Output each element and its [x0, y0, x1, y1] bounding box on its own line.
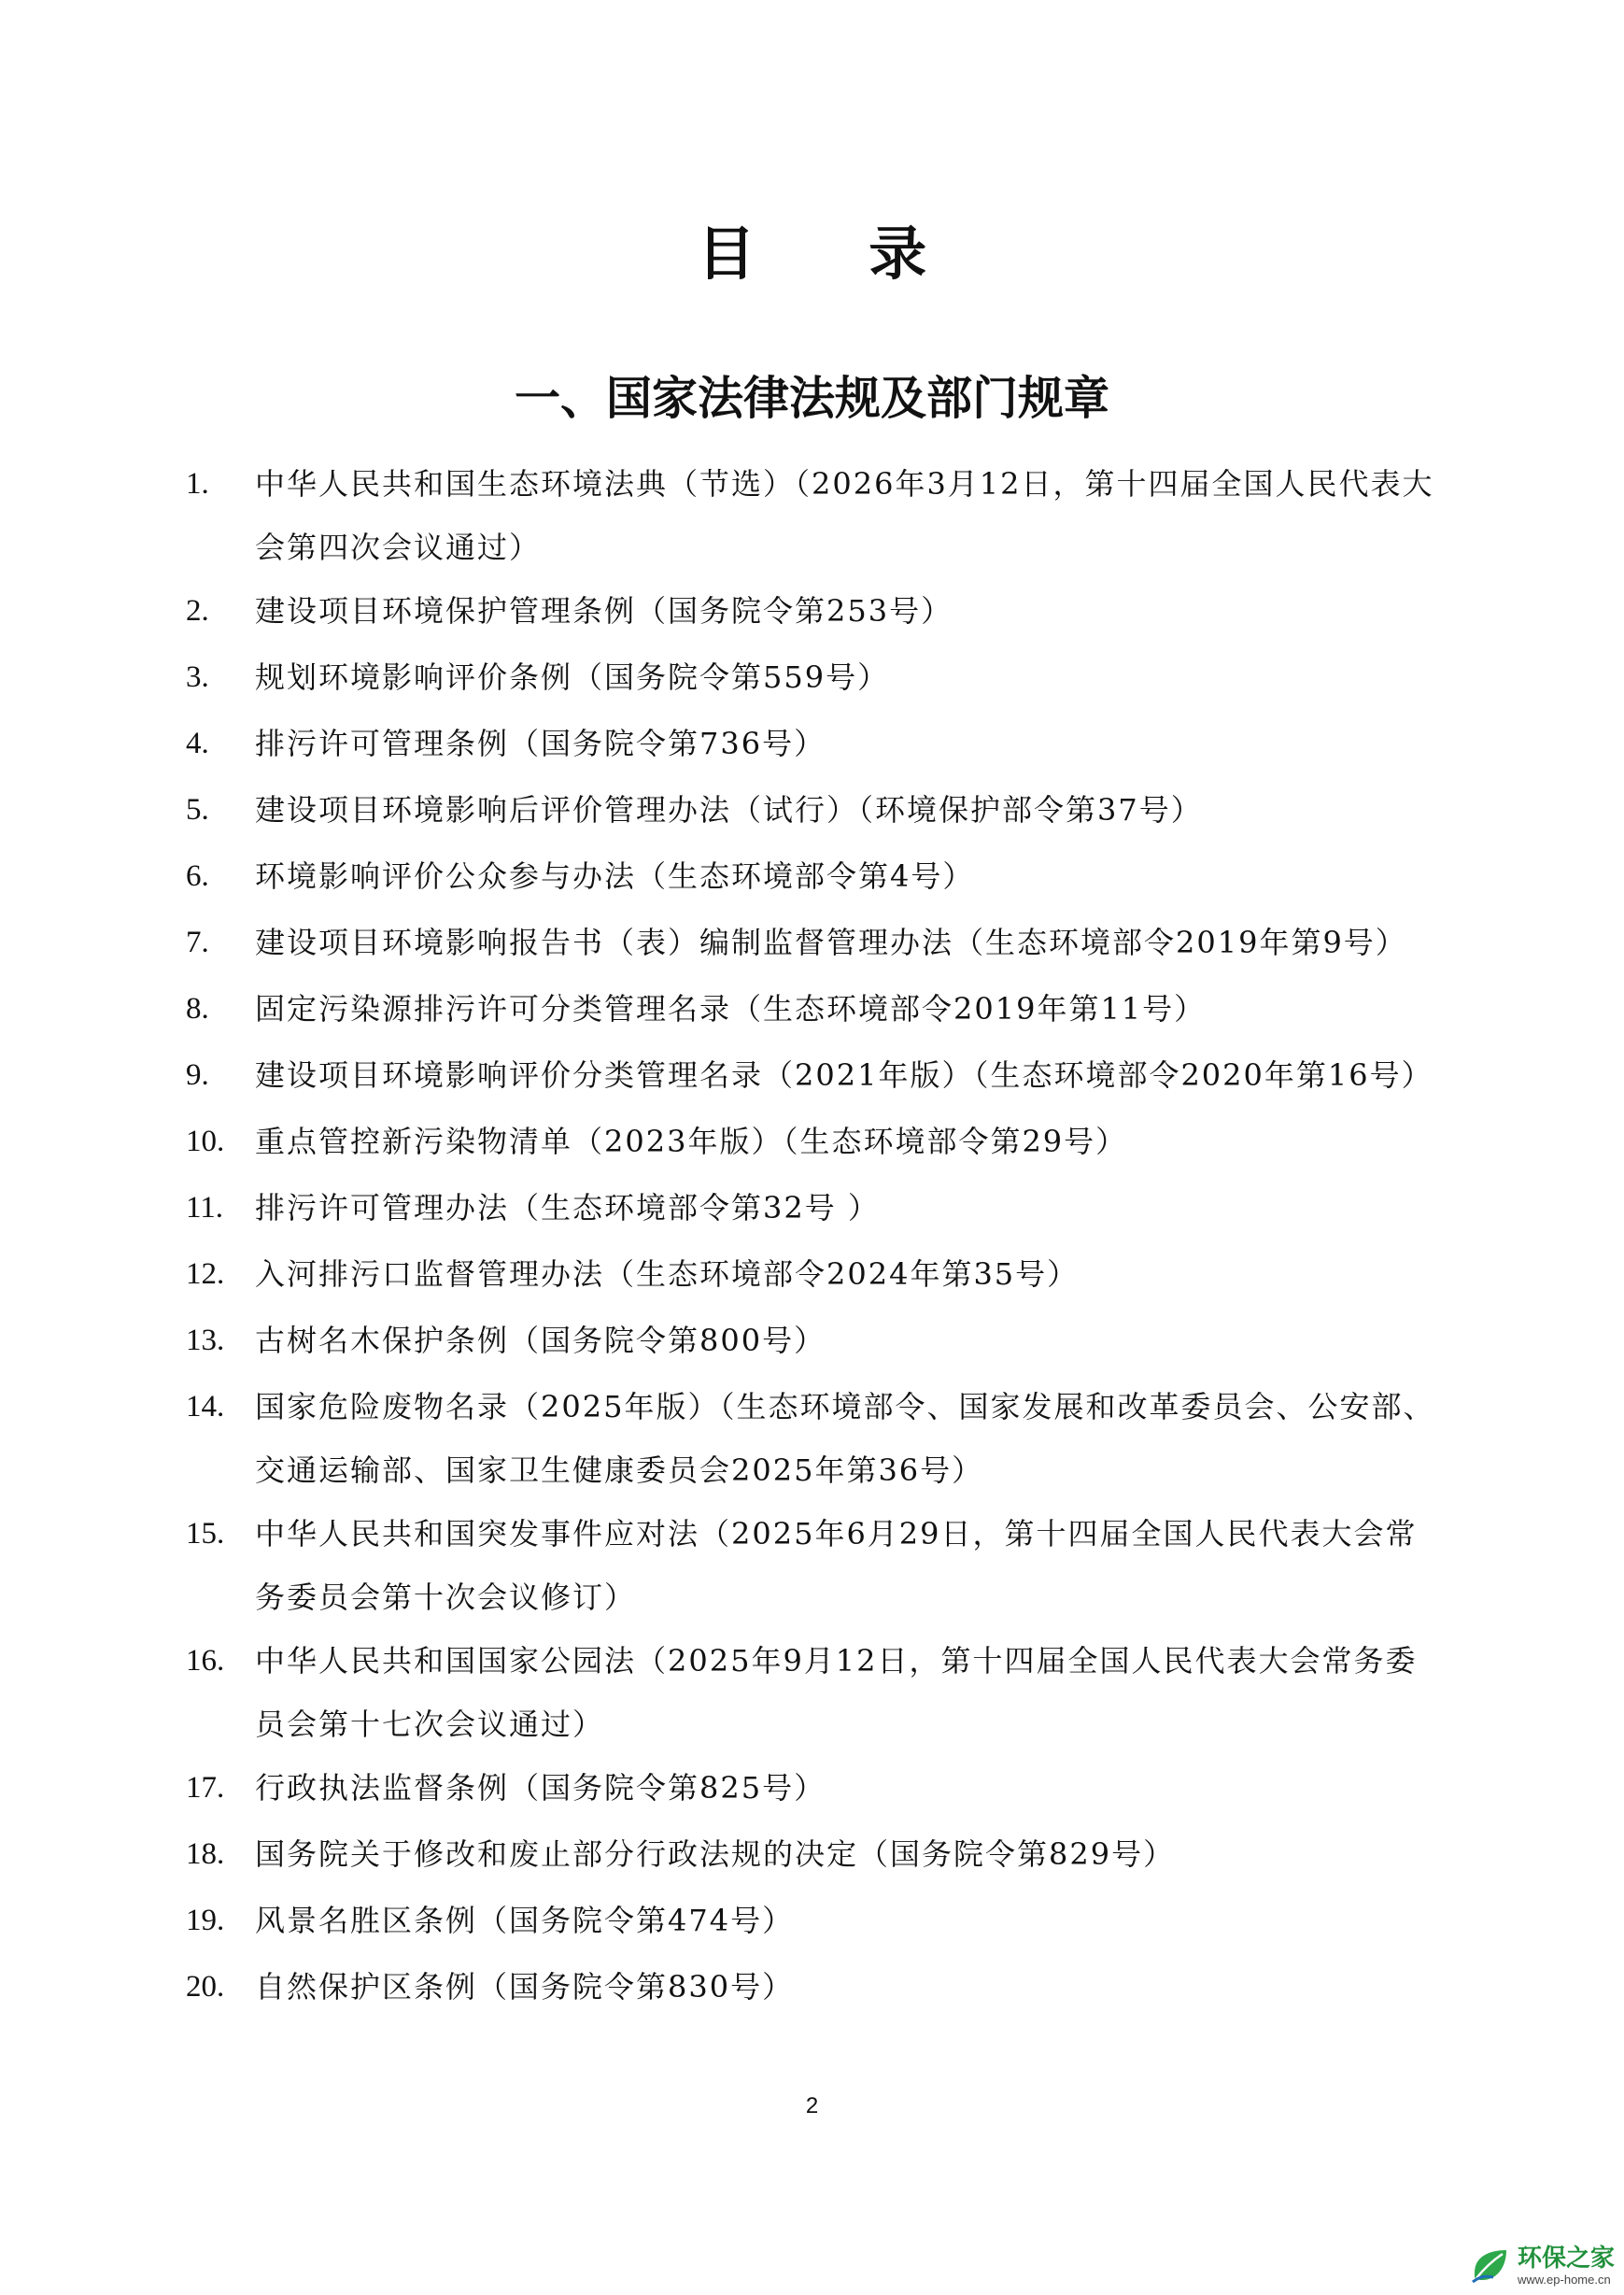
toc-item — [186, 452, 1437, 579]
toc-item-text: 排污许可管理条例（国务院令第736号） — [255, 726, 826, 761]
watermark — [1469, 2245, 1615, 2288]
toc-item-number: 19. — [186, 1904, 225, 1937]
toc-item-text: 入河排污口监督管理办法（生态环境部令2024年第35号） — [255, 1256, 1080, 1292]
watermark-url: www.ep-home.cn — [1517, 2273, 1611, 2287]
toc-item-number: 4. — [186, 727, 209, 760]
toc-item-text: 国家危险废物名录（2025年版）（生态环境部令、国家发展和改革委员会、公安部、交通运输部、国家卫生健康委员会2025年第36号） — [255, 1389, 1435, 1488]
toc-item — [186, 1889, 1437, 1955]
page-number: 2 — [805, 2093, 819, 2118]
toc-item — [186, 844, 1437, 911]
toc-item-text: 建设项目环境影响报告书（表）编制监督管理办法（生态环境部令2019年第9号） — [255, 925, 1407, 960]
toc-item-text: 固定污染源排污许可分类管理名录（生态环境部令2019年第11号） — [255, 991, 1207, 1027]
toc-item — [186, 1309, 1437, 1375]
toc-item-number: 2. — [186, 594, 209, 628]
toc-item-number: 5. — [186, 793, 209, 827]
toc-item — [186, 579, 1437, 645]
toc-item-number: 20. — [186, 1970, 225, 2004]
toc-item-text: 中华人民共和国生态环境法典（节选）（2026年3月12日，第十四届全国人民代表大会第四次会议通过） — [255, 466, 1434, 565]
toc-item-text: 行政执法监督条例（国务院令第825号） — [255, 1770, 826, 1806]
toc-item — [186, 911, 1437, 977]
toc-item-number: 16. — [186, 1644, 225, 1678]
toc-item-text: 国务院关于修改和废止部分行政法规的决定（国务院令第829号） — [255, 1836, 1176, 1872]
toc-item-number: 13. — [186, 1324, 225, 1357]
toc-item-number: 14. — [186, 1390, 225, 1424]
toc-item-number: 10. — [186, 1125, 225, 1158]
toc-item-number: 9. — [186, 1058, 209, 1092]
page-title: 目 录 — [697, 220, 974, 288]
toc-item-text: 古树名木保护条例（国务院令第800号） — [255, 1323, 826, 1358]
toc-item — [186, 1629, 1437, 1756]
toc-item — [186, 1502, 1437, 1629]
toc-item — [186, 1043, 1437, 1110]
toc-item — [186, 977, 1437, 1043]
section-heading: 一、国家法律法规及部门规章 — [514, 372, 1109, 425]
toc-item — [186, 1242, 1437, 1309]
watermark-text — [1518, 2246, 1615, 2286]
toc-item — [186, 778, 1437, 844]
toc-item — [186, 1375, 1437, 1502]
toc-item — [186, 1955, 1437, 2021]
toc-item-number: 15. — [186, 1517, 225, 1551]
leaf-logo-icon — [1469, 2245, 1512, 2288]
toc-item-text: 风景名胜区条例（国务院令第474号） — [255, 1903, 795, 1938]
toc-item-text: 中华人民共和国突发事件应对法（2025年6月29日，第十四届全国人民代表大会常务委员会第十次会议修订） — [255, 1516, 1418, 1615]
toc-item-text: 规划环境影响评价条例（国务院令第559号） — [255, 659, 890, 695]
toc-item-number: 18. — [186, 1837, 225, 1871]
toc-item-text: 中华人民共和国国家公园法（2025年9月12日，第十四届全国人民代表大会常务委员会第十七次会议通过） — [255, 1643, 1418, 1742]
toc-item — [186, 1110, 1437, 1176]
watermark-name: 环保之家 — [1517, 2245, 1615, 2273]
toc-item-number: 12. — [186, 1257, 225, 1291]
toc-item-text: 自然保护区条例（国务院令第830号） — [255, 1969, 795, 2005]
toc-item-text: 重点管控新污染物清单（2023年版）（生态环境部令第29号） — [255, 1124, 1128, 1159]
toc-item-text: 建设项目环境影响后评价管理办法（试行）（环境保护部令第37号） — [255, 792, 1203, 828]
toc-item — [186, 1756, 1437, 1822]
toc-item — [186, 712, 1437, 778]
toc-item — [186, 1822, 1437, 1889]
toc-item-number: 8. — [186, 992, 209, 1026]
toc-item — [186, 645, 1437, 712]
toc-item-text: 排污许可管理办法（生态环境部令第32号 ） — [255, 1190, 880, 1225]
toc-item-text: 建设项目环境影响评价分类管理名录（2021年版）（生态环境部令2020年第16号） — [255, 1057, 1433, 1093]
toc-item-number: 7. — [186, 926, 209, 959]
toc-list — [186, 452, 1437, 2021]
toc-item-text: 建设项目环境保护管理条例（国务院令第253号） — [255, 593, 953, 629]
toc-item — [186, 1176, 1437, 1242]
toc-item-number: 11. — [186, 1191, 224, 1225]
toc-item-number: 3. — [186, 660, 209, 694]
toc-item-number: 17. — [186, 1771, 225, 1805]
toc-item-number: 6. — [186, 859, 209, 893]
toc-item-text: 环境影响评价公众参与办法（生态环境部令第4号） — [255, 858, 975, 894]
toc-item-number: 1. — [186, 467, 209, 501]
